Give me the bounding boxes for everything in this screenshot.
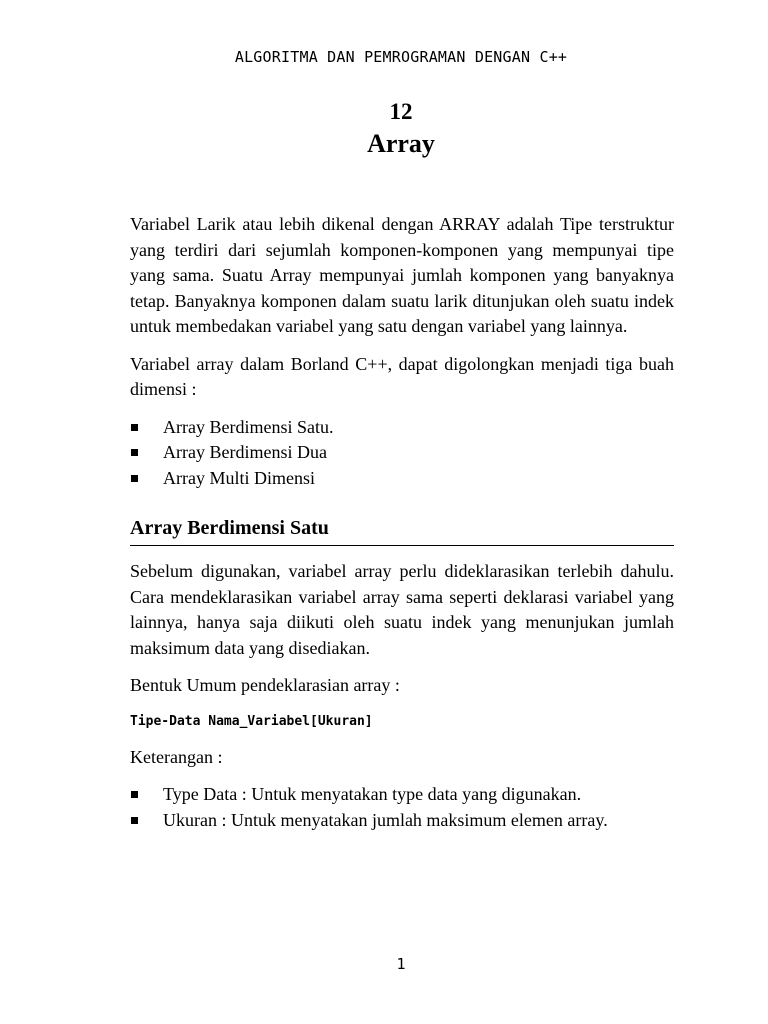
intro-paragraph: Variabel Larik atau lebih dikenal dengan ARRAY adalah Tipe terstruktur yang terdiri dari sejumlah komponen-komponen yang mempunyai tipe yang sama. Suatu Array mempunyai jumlah komponen yang banyaknya tetap. Banyaknya komponen dalam suatu larik ditunjukan oleh suatu indek untuk membedakan variabel yang satu dengan variabel yang lainnya. [130, 214, 674, 336]
list-item [130, 782, 674, 808]
square-bullet-icon [131, 817, 138, 824]
list-item-text: Array Berdimensi Dua [163, 442, 327, 462]
chapter-number: 12 [389, 99, 413, 124]
square-bullet-icon [131, 475, 138, 482]
list-item-text: Type Data : Untuk menyatakan type data yang digunakan. [163, 784, 582, 804]
section-heading: Array Berdimensi Satu [130, 515, 674, 546]
square-bullet-icon [131, 791, 138, 798]
list-item [130, 466, 674, 492]
square-bullet-icon [131, 449, 138, 456]
list-item [130, 808, 674, 834]
running-header: ALGORITMA DAN PEMROGRAMAN DENGAN C++ [234, 48, 568, 66]
list-item [130, 415, 674, 441]
list-item-text: Ukuran : Untuk menyatakan jumlah maksimum elemen array. [163, 809, 608, 830]
list-item [130, 440, 674, 466]
square-bullet-icon [131, 424, 138, 431]
content-body [130, 212, 674, 847]
intro-paragraph-dimensions: Variabel array dalam Borland C++, dapat digolongkan menjadi tiga buah dimensi : [130, 353, 674, 399]
general-form-label: Bentuk Umum pendeklarasian array : [130, 675, 400, 695]
chapter-title: Array [367, 129, 435, 158]
notes-list [130, 782, 674, 833]
dimension-list [130, 415, 674, 492]
notes-label: Keterangan : [130, 746, 223, 767]
list-item-text: Array Multi Dimensi [163, 467, 315, 488]
page-number: 1 [396, 955, 406, 973]
section-paragraph: Sebelum digunakan, variabel array perlu dideklarasikan terlebih dahulu. Cara mendeklarasikan variabel array sama seperti deklarasi variabel yang lainnya, hanya saja diikuti oleh suatu indek yang menunjukan jumlah maksimum data yang disediakan. [130, 561, 674, 658]
section-body [130, 559, 674, 833]
syntax-code: Tipe-Data Nama_Variabel[Ukuran] [130, 713, 373, 729]
list-item-text: Array Berdimensi Satu. [163, 416, 334, 437]
